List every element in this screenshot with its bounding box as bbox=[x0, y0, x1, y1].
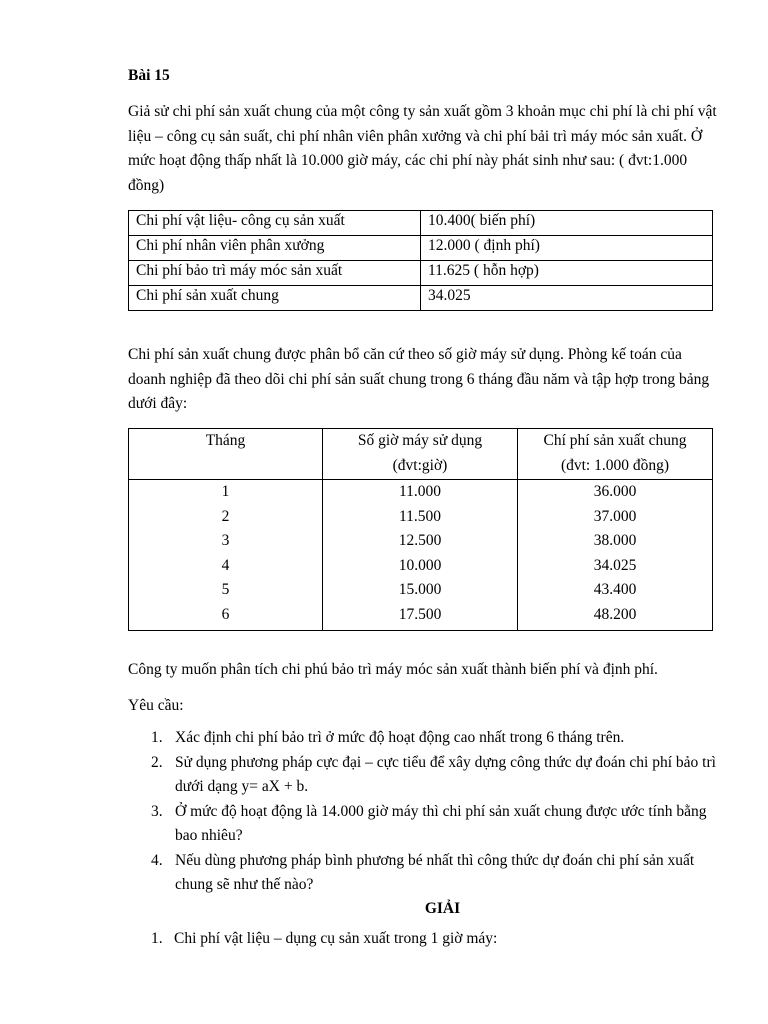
month-cell: 4 bbox=[221, 556, 230, 574]
intro-paragraph: Giả sử chi phí sản xuất chung của một công ty sản xuất gồm 3 khoản mục chi phí là chi phí vật liệu – công cụ sản suất, chi phí nhân viên phân xưởng và chi phí bải trì máy móc sản xuất. Ở mức hoạt động thấp nhất là 10.000 giờ máy, các chi phí này phát sinh như sau: ( đvt:1.000 đồng) bbox=[128, 103, 717, 194]
list-number: 1. bbox=[151, 930, 163, 947]
list-number: 3. bbox=[151, 802, 163, 820]
cost-item: Chi phí nhân viên phân xưởng bbox=[129, 236, 421, 261]
month-cell: 2 bbox=[221, 507, 230, 525]
header-unit: (đvt: 1.000 đồng) bbox=[560, 456, 670, 474]
list-item bbox=[128, 726, 718, 751]
table-row bbox=[129, 211, 713, 236]
list-text: Nếu dùng phương pháp bình phương bé nhất thì công thức dự đoán chi phí sản xuất chung sẽ như thế nào? bbox=[175, 851, 695, 893]
column-header-cost bbox=[518, 429, 713, 480]
list-text: Ở mức độ hoạt động là 14.000 giờ máy thì chi phí sản xuất chung được ước tính bằng bao nhiêu? bbox=[175, 802, 707, 844]
month-cell: 3 bbox=[221, 532, 230, 549]
allocation-paragraph: Chi phí sản xuất chung được phân bổ căn cứ theo số giờ máy sử dụng. Phòng kế toán của doanh nghiệp đã theo dõi chi phí sản suất chung trong 6 tháng đầu năm và tập hợp trong bảng dưới đây: bbox=[128, 346, 710, 412]
table-row bbox=[129, 286, 713, 311]
hours-cell: 10.000 bbox=[398, 556, 442, 574]
hours-cell: 12.500 bbox=[398, 532, 442, 549]
list-item bbox=[128, 849, 718, 898]
cost-cell: 38.000 bbox=[593, 532, 637, 549]
column-header-hours bbox=[323, 429, 518, 480]
cost-value: 12.000 ( định phí) bbox=[421, 236, 713, 261]
cost-cell: 43.400 bbox=[593, 581, 637, 598]
hours-cell: 17.500 bbox=[398, 605, 442, 623]
cost-table bbox=[128, 210, 713, 311]
cost-value: 10.400( biến phí) bbox=[421, 211, 713, 236]
solution-heading: GIẢI bbox=[424, 900, 461, 917]
hours-cell: 11.500 bbox=[398, 507, 442, 525]
cost-cell: 36.000 bbox=[593, 483, 637, 500]
list-number: 4. bbox=[151, 851, 163, 869]
header-line: Tháng bbox=[205, 432, 246, 449]
exercise-title: Bài 15 bbox=[128, 67, 170, 84]
month-cell: 5 bbox=[221, 581, 230, 598]
month-cell: 1 bbox=[221, 483, 230, 500]
list-number: 2. bbox=[151, 753, 163, 771]
requirements-list bbox=[128, 726, 718, 898]
monthly-table bbox=[128, 428, 713, 631]
table-body bbox=[129, 480, 713, 631]
cost-item: Chi phí sản xuất chung bbox=[129, 286, 421, 311]
table-row bbox=[129, 261, 713, 286]
cost-item: Chi phí bảo trì máy móc sản xuất bbox=[129, 261, 421, 286]
list-item bbox=[128, 751, 718, 800]
hours-cell: 11.000 bbox=[398, 483, 442, 500]
list-item bbox=[128, 800, 718, 849]
hours-cell: 15.000 bbox=[398, 581, 442, 598]
header-unit: (đvt:giờ) bbox=[392, 456, 448, 474]
requirements-label: Yêu cầu: bbox=[128, 697, 184, 714]
cost-cell: 37.000 bbox=[593, 507, 637, 525]
cost-item: Chi phí vật liệu- công cụ sản xuất bbox=[129, 211, 421, 236]
list-text: Sử dụng phương pháp cực đại – cực tiểu để xây dựng công thức dự đoán chi phí bảo trì dưới dạng y= aX + b. bbox=[175, 753, 716, 795]
header-line: Chí phí sản xuất chung bbox=[543, 432, 687, 449]
cost-cell: 48.200 bbox=[593, 605, 637, 623]
cost-value: 34.025 bbox=[421, 286, 713, 311]
month-column bbox=[129, 480, 323, 631]
cost-cell: 34.025 bbox=[593, 556, 637, 574]
cost-column bbox=[518, 480, 713, 631]
list-number: 1. bbox=[151, 729, 163, 746]
table-header-row bbox=[129, 429, 713, 480]
column-header-month bbox=[129, 429, 323, 480]
cost-value: 11.625 ( hỗn hợp) bbox=[421, 261, 713, 286]
table-row bbox=[129, 236, 713, 261]
month-cell: 6 bbox=[221, 605, 230, 623]
solution-item bbox=[151, 927, 498, 952]
header-line: Số giờ máy sử dụng bbox=[357, 432, 483, 449]
list-text: Xác định chi phí bảo trì ở mức độ hoạt động cao nhất trong 6 tháng trên. bbox=[175, 729, 625, 746]
hours-column bbox=[323, 480, 518, 631]
list-text: Chi phí vật liệu – dụng cụ sản xuất trong 1 giờ máy: bbox=[174, 930, 498, 947]
analysis-paragraph: Công ty muốn phân tích chi phú bảo trì máy móc sản xuất thành biến phí và định phí. bbox=[128, 661, 658, 678]
